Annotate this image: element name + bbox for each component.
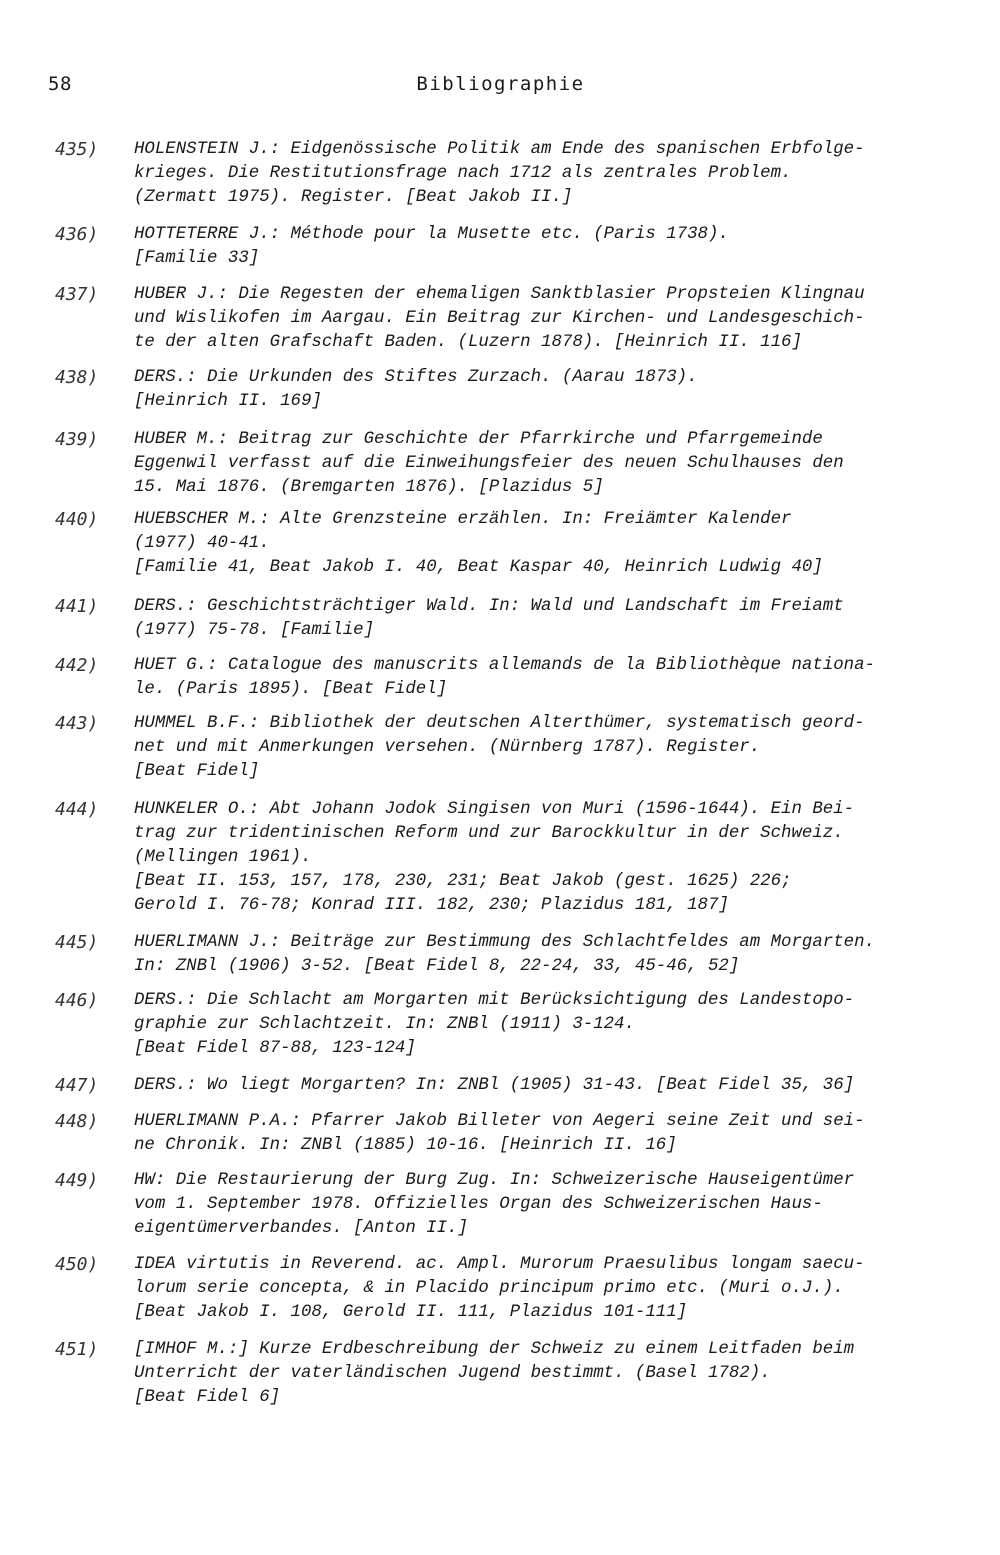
entry-line: (Mellingen 1961). (134, 848, 312, 867)
entry-line: DERS.: Wo liegt Morgarten? In: ZNBl (1905) 31-43. [Beat Fidel 35, 36] (134, 1076, 855, 1095)
entry-number: 444) (55, 799, 99, 820)
entry-number: 447) (55, 1075, 99, 1096)
entry-line: [Heinrich II. 169] (134, 392, 322, 411)
entry-number: 443) (55, 713, 99, 734)
entry-line: IDEA virtutis in Reverend. ac. Ampl. Murorum Praesulibus longam saecu- (134, 1255, 865, 1274)
entry-line: DERS.: Geschichtsträchtiger Wald. In: Wald und Landschaft im Freiamt (134, 597, 844, 616)
entry-line: [Familie 41, Beat Jakob I. 40, Beat Kaspar 40, Heinrich Ludwig 40] (134, 558, 823, 577)
entry-line: (1977) 75-78. [Familie] (134, 621, 375, 640)
entry-text (134, 989, 954, 1061)
entry-line: Eggenwil verfasst auf die Einweihungsfeier des neuen Schulhauses den (134, 454, 844, 473)
entry-line: [Beat II. 153, 157, 178, 230, 231; Beat Jakob (gest. 1625) 226; (134, 872, 792, 891)
entry-text (134, 798, 954, 918)
entry-line: [IMHOF M.:] Kurze Erdbeschreibung der Schweiz zu einem Leitfaden beim (134, 1340, 855, 1359)
entry-number: 439) (55, 429, 99, 450)
entry-line: HUMMEL B.F.: Bibliothek der deutschen Alterthümer, systematisch geord- (134, 714, 865, 733)
entry-number: 440) (55, 509, 99, 530)
page-header (48, 73, 953, 99)
entry-text (134, 931, 954, 979)
entry-line: te der alten Grafschaft Baden. (Luzern 1878). [Heinrich II. 116] (134, 333, 802, 352)
entry-text (134, 654, 954, 702)
entry-line: HUNKELER O.: Abt Johann Jodok Singisen von Muri (1596-1644). Ein Bei- (134, 800, 855, 819)
entry-line: [Beat Fidel 87-88, 123-124] (134, 1039, 416, 1058)
entry-number: 451) (55, 1339, 99, 1360)
entry-line: (Zermatt 1975). Register. [Beat Jakob II.] (134, 188, 573, 207)
entry-line: In: ZNBl (1906) 3-52. [Beat Fidel 8, 22-24, 33, 45-46, 52] (134, 957, 740, 976)
entry-number: 442) (55, 655, 99, 676)
entry-line: [Beat Fidel 6] (134, 1388, 281, 1407)
running-title: Bibliographie (416, 73, 585, 95)
page-number: 58 (48, 73, 72, 95)
entry-line: [Familie 33] (134, 249, 260, 268)
entry-number: 438) (55, 367, 99, 388)
entry-line: HOTTETERRE J.: Méthode pour la Musette etc. (Paris 1738). (134, 225, 729, 244)
entry-line: 15. Mai 1876. (Bremgarten 1876). [Plazidus 5] (134, 478, 604, 497)
entry-text (134, 1110, 954, 1158)
entry-text (134, 712, 954, 784)
entry-text (134, 1338, 954, 1410)
entry-line: lorum serie concepta, & in Placido principum primo etc. (Muri o.J.). (134, 1279, 844, 1298)
entry-number: 445) (55, 932, 99, 953)
entry-text (134, 508, 954, 580)
entry-line: HUET G.: Catalogue des manuscrits allemands de la Bibliothèque nationa- (134, 656, 875, 675)
entry-text (134, 1074, 954, 1098)
entry-line: HUBER M.: Beitrag zur Geschichte der Pfarrkirche und Pfarrgemeinde (134, 430, 823, 449)
entry-line: HUERLIMANN P.A.: Pfarrer Jakob Billeter von Aegeri seine Zeit und sei- (134, 1112, 865, 1131)
entry-line: und Wislikofen im Aargau. Ein Beitrag zur Kirchen- und Landesgeschich- (134, 309, 865, 328)
entry-text (134, 1253, 954, 1325)
entry-line: net und mit Anmerkungen versehen. (Nürnberg 1787). Register. (134, 738, 761, 757)
entry-line: vom 1. September 1978. Offizielles Organ des Schweizerischen Haus- (134, 1195, 823, 1214)
entry-line: krieges. Die Restitutionsfrage nach 1712 als zentrales Problem. (134, 164, 792, 183)
entry-text (134, 283, 954, 355)
entry-line: HW: Die Restaurierung der Burg Zug. In: Schweizerische Hauseigentümer (134, 1171, 855, 1190)
entry-line: [Beat Fidel] (134, 762, 260, 781)
entry-text (134, 1169, 954, 1241)
entry-line: HOLENSTEIN J.: Eidgenössische Politik am Ende des spanischen Erbfolge- (134, 140, 865, 159)
entry-line: Gerold I. 76-78; Konrad III. 182, 230; Plazidus 181, 187] (134, 896, 729, 915)
entry-number: 446) (55, 990, 99, 1011)
entry-text (134, 138, 954, 210)
entry-line: DERS.: Die Urkunden des Stiftes Zurzach. (Aarau 1873). (134, 368, 698, 387)
entry-line: le. (Paris 1895). [Beat Fidel] (134, 680, 448, 699)
entry-number: 437) (55, 284, 99, 305)
entry-line: ne Chronik. In: ZNBl (1885) 10-16. [Heinrich II. 16] (134, 1136, 677, 1155)
entry-number: 450) (55, 1254, 99, 1275)
entry-text (134, 223, 954, 271)
entry-line: (1977) 40-41. (134, 534, 270, 553)
entry-line: eigentümerverbandes. [Anton II.] (134, 1219, 468, 1238)
entry-number: 441) (55, 596, 99, 617)
entry-text (134, 428, 954, 500)
entry-text (134, 366, 954, 414)
entry-text (134, 595, 954, 643)
entry-number: 448) (55, 1111, 99, 1132)
entry-line: [Beat Jakob I. 108, Gerold II. 111, Plazidus 101-111] (134, 1303, 688, 1322)
entry-line: HUEBSCHER M.: Alte Grenzsteine erzählen. In: Freiämter Kalender (134, 510, 792, 529)
entry-line: HUERLIMANN J.: Beiträge zur Bestimmung des Schlachtfeldes am Morgarten. (134, 933, 875, 952)
entry-line: HUBER J.: Die Regesten der ehemaligen Sanktblasier Propsteien Klingnau (134, 285, 865, 304)
entry-line: Unterricht der vaterländischen Jugend bestimmt. (Basel 1782). (134, 1364, 771, 1383)
entry-number: 436) (55, 224, 99, 245)
entry-line: graphie zur Schlachtzeit. In: ZNBl (1911) 3-124. (134, 1015, 635, 1034)
entry-line: DERS.: Die Schlacht am Morgarten mit Berücksichtigung des Landestopo- (134, 991, 855, 1010)
entry-line: trag zur tridentinischen Reform und zur Barockkultur in der Schweiz. (134, 824, 844, 843)
entry-number: 435) (55, 139, 99, 160)
entry-number: 449) (55, 1170, 99, 1191)
